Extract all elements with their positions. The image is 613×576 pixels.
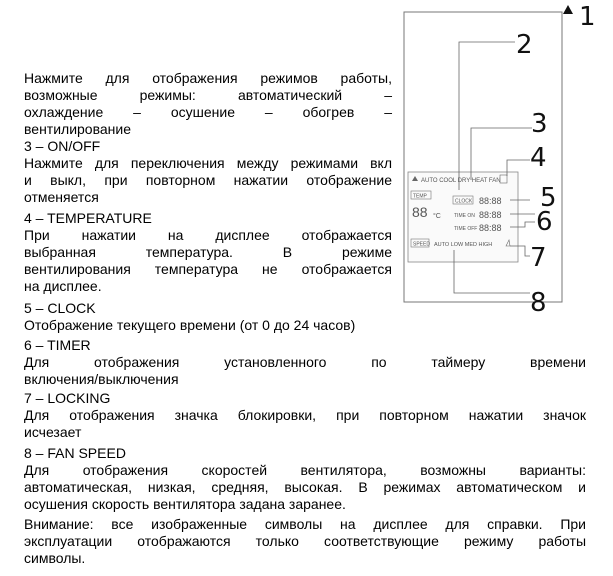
text-line: исчезает xyxy=(24,424,82,440)
section-heading: 8 – FAN SPEED xyxy=(24,445,126,461)
section-heading: 6 – TIMER xyxy=(24,337,91,353)
time-on-digits: 88:88 xyxy=(479,210,502,220)
triangle-icon xyxy=(563,5,573,14)
text-line: Для отображения установленного по таймеру времени xyxy=(24,354,586,370)
callout-6: 6 xyxy=(536,207,553,237)
speed-badge: SPEED xyxy=(413,241,430,248)
text-line: на дисплее. xyxy=(24,278,102,294)
callout-1: 1 xyxy=(579,2,596,32)
temp-badge: TEMP xyxy=(413,193,427,200)
speed-row: AUTO LOW MED HIGH xyxy=(434,242,493,248)
text-line: автоматическая, низкая, средняя, высокая. В режимах автоматическом и xyxy=(24,479,586,495)
callout-5: 5 xyxy=(540,183,557,213)
text-line: охлаждение – осушение – обогрев – xyxy=(24,104,392,120)
time-on-label: TIME ON xyxy=(454,213,475,219)
text-line: включения/выключения xyxy=(24,371,179,387)
section-heading: 3 – ON/OFF xyxy=(24,138,101,154)
temp-unit: °C xyxy=(433,213,441,220)
text-line: возможные режимы: автоматический – xyxy=(24,87,392,103)
section-heading: 4 – TEMPERATURE xyxy=(24,210,152,226)
text-line: и выкл, при повторном нажатии отображение xyxy=(24,172,392,188)
temp-digits: 88 xyxy=(412,204,428,220)
mode-row: AUTO COOL DRY HEAT FAN xyxy=(421,178,501,184)
time-off-label: TIME OFF xyxy=(454,226,478,232)
clock-digits: 88:88 xyxy=(479,196,502,206)
text-line: вентилирования температура не отображается xyxy=(24,261,392,277)
text-line: Нажмите для переключения между режимами вкл xyxy=(24,155,392,171)
text-line: осушения скорость вентилятора задана заранее. xyxy=(24,496,346,512)
callout-2: 2 xyxy=(516,30,533,60)
text-line: Нажмите для отображения режимов работы, xyxy=(24,70,392,86)
callout-8: 8 xyxy=(530,288,547,318)
text-line: Отображение текущего времени (от 0 до 24 часов) xyxy=(24,317,356,333)
text-line: отменяется xyxy=(24,189,99,205)
text-line: Для отображения значка блокировки, при повторном нажатии значок xyxy=(24,407,586,423)
text-line: Для отображения скоростей вентилятора, возможны варианты: xyxy=(24,462,586,478)
text-line: эксплуатации отображаются только соответствующие режиму работы xyxy=(24,533,586,549)
callout-4: 4 xyxy=(530,143,547,173)
section-heading: 5 – CLOCK xyxy=(24,300,96,316)
text-line: Внимание: все изображенные символы на дисплее для справки. При xyxy=(24,516,586,532)
text-line: выбранная температура. В режиме xyxy=(24,244,392,260)
clock-badge: CLOCK xyxy=(455,198,473,205)
callout-3: 3 xyxy=(531,109,548,139)
text-line: символы. xyxy=(24,550,86,566)
callout-7: 7 xyxy=(530,243,547,273)
time-off-digits: 88:88 xyxy=(479,223,502,233)
text-line: вентилирование xyxy=(24,121,131,137)
section-heading: 7 – LOCKING xyxy=(24,390,111,406)
text-line: При нажатии на дисплее отображается xyxy=(24,227,392,243)
